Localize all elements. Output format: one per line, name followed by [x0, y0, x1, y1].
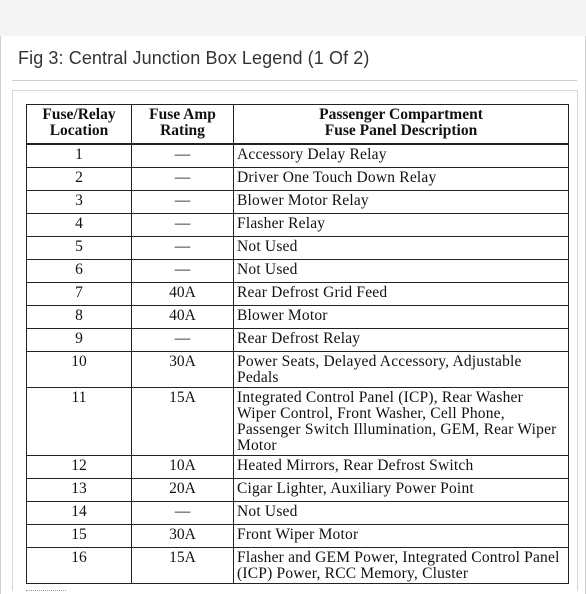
fuse-location-cell: 6: [27, 260, 132, 283]
fuse-description-cell: Not Used: [234, 237, 569, 260]
table-row: [27, 352, 569, 388]
fuse-amp-cell: —: [132, 144, 234, 168]
footer-mark: [26, 590, 66, 593]
fuse-amp-cell: —: [132, 214, 234, 237]
fuse-amp-cell: 30A: [132, 352, 234, 388]
table-row: [27, 502, 569, 525]
table-row: [27, 456, 569, 479]
fuse-location-cell: 2: [27, 168, 132, 191]
header-amp-rating: [132, 105, 234, 145]
table-row: [27, 237, 569, 260]
table-row: [27, 525, 569, 548]
header-amp-line2: Rating: [160, 122, 205, 139]
fuse-description-cell: Accessory Delay Relay: [234, 144, 569, 168]
table-row: [27, 214, 569, 237]
fuse-location-cell: 8: [27, 306, 132, 329]
header-description: [234, 105, 569, 145]
fuse-description-cell: Heated Mirrors, Rear Defrost Switch: [234, 456, 569, 479]
header-amp-line1: Fuse Amp: [149, 106, 216, 123]
table-row: [27, 283, 569, 306]
top-band: [0, 0, 586, 36]
fuse-location-cell: 14: [27, 502, 132, 525]
header-desc-line1: Passenger Compartment: [319, 106, 483, 123]
fuse-description-cell: Driver One Touch Down Relay: [234, 168, 569, 191]
fuse-description-cell: Not Used: [234, 502, 569, 525]
table-header-row: [27, 105, 569, 145]
fuse-location-cell: 12: [27, 456, 132, 479]
fuse-description-cell: Not Used: [234, 260, 569, 283]
table-row: [27, 191, 569, 214]
fuse-amp-cell: 10A: [132, 456, 234, 479]
fuse-location-cell: 15: [27, 525, 132, 548]
table-row: [27, 168, 569, 191]
fuse-description-cell: Flasher and GEM Power, Integrated Control Panel (ICP) Power, RCC Memory, Cluster: [234, 548, 569, 584]
table-row: [27, 388, 569, 456]
fuse-location-cell: 10: [27, 352, 132, 388]
fuse-amp-cell: —: [132, 260, 234, 283]
fuse-location-cell: 4: [27, 214, 132, 237]
fuse-location-cell: 16: [27, 548, 132, 584]
fuse-description-cell: Power Seats, Delayed Accessory, Adjustable Pedals: [234, 352, 569, 388]
fuse-location-cell: 5: [27, 237, 132, 260]
fuse-location-cell: 11: [27, 388, 132, 456]
fuse-description-cell: Cigar Lighter, Auxiliary Power Point: [234, 479, 569, 502]
fuse-location-cell: 1: [27, 144, 132, 168]
fuse-location-cell: 3: [27, 191, 132, 214]
fuse-amp-cell: 40A: [132, 283, 234, 306]
header-location: [27, 105, 132, 145]
title-divider: [12, 80, 577, 81]
fuse-amp-cell: —: [132, 237, 234, 260]
fuse-amp-cell: 30A: [132, 525, 234, 548]
fuse-location-cell: 9: [27, 329, 132, 352]
fuse-description-cell: Blower Motor: [234, 306, 569, 329]
fuse-description-cell: Integrated Control Panel (ICP), Rear Washer Wiper Control, Front Washer, Cell Phone, Passenger Switch Illumination, GEM, Rear Wiper Motor: [234, 388, 569, 456]
fuse-description-cell: Front Wiper Motor: [234, 525, 569, 548]
fuse-amp-cell: 40A: [132, 306, 234, 329]
table-row: [27, 306, 569, 329]
header-desc-line2: Fuse Panel Description: [324, 122, 478, 139]
fuse-location-cell: 7: [27, 283, 132, 306]
figure-title: Fig 3: Central Junction Box Legend (1 Of 2): [18, 48, 370, 68]
table-row: [27, 479, 569, 502]
fuse-description-cell: Flasher Relay: [234, 214, 569, 237]
fuse-description-cell: Rear Defrost Relay: [234, 329, 569, 352]
fuse-amp-cell: 20A: [132, 479, 234, 502]
fuse-location-cell: 13: [27, 479, 132, 502]
header-location-line2: Location: [49, 122, 109, 139]
table-row: [27, 548, 569, 584]
fuse-legend-table: [26, 104, 569, 584]
fuse-amp-cell: —: [132, 168, 234, 191]
fuse-amp-cell: 15A: [132, 548, 234, 584]
fuse-description-cell: Rear Defrost Grid Feed: [234, 283, 569, 306]
table-row: [27, 260, 569, 283]
fuse-description-cell: Blower Motor Relay: [234, 191, 569, 214]
table-row: [27, 329, 569, 352]
fuse-amp-cell: —: [132, 191, 234, 214]
fuse-amp-cell: 15A: [132, 388, 234, 456]
fuse-amp-cell: —: [132, 502, 234, 525]
fuse-rows: [27, 144, 569, 584]
fuse-amp-cell: —: [132, 329, 234, 352]
table-row: [27, 144, 569, 168]
header-location-line1: Fuse/Relay: [42, 106, 116, 123]
